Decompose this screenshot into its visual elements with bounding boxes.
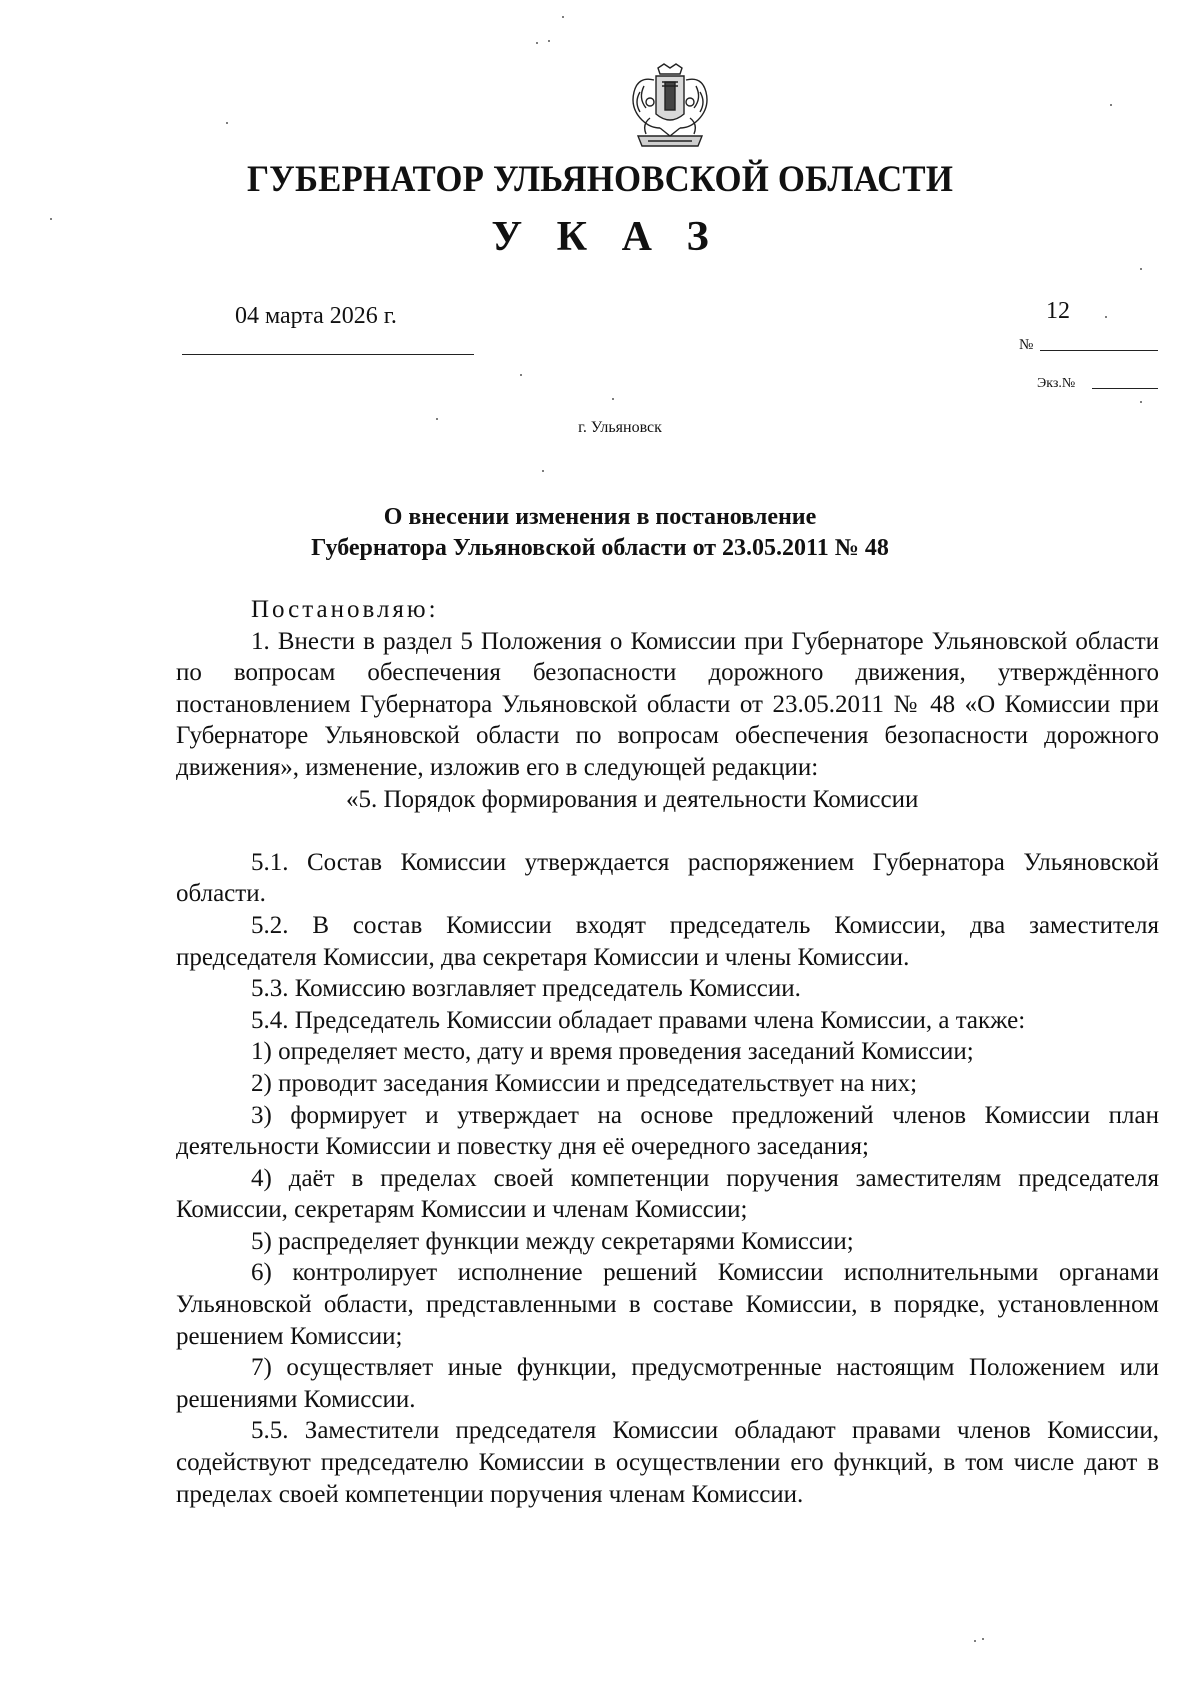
document-date: 04 марта 2026 г.: [235, 303, 397, 329]
copy-number-label: Экз.№: [1037, 376, 1076, 391]
title-line-1: О внесении изменения в постановление: [383, 504, 817, 530]
list-item: 2) проводит заседания Комиссии и председательствует на них;: [251, 1069, 918, 1097]
paragraph-5-4: 5.4. Председатель Комиссии обладает правами члена Комиссии, а также:: [251, 1006, 1026, 1034]
scan-speck: [436, 418, 438, 420]
list-item: 7) осуществляет иные функции, предусмотренные настоящим Положением или решениями Комиссии.: [176, 1354, 1159, 1413]
list-item: 4) даёт в пределах своей компетенции поручения заместителям председателя Комиссии, секретарям Комиссии и членам Комиссии;: [176, 1164, 1159, 1224]
paragraph-1: 1. Внести в раздел 5 Положения о Комиссии при Губернаторе Ульяновской области по вопросам обеспечения безопасности дорожного движения, утверждённого постановлением Губернатора Ульяновской области от 23.05.2011 № 48 «О Комиссии при Губернаторе Ульяновской области по вопросам обеспечения безопасности дорожного движения», изменение, изложив его в следующей редакции:: [176, 627, 1159, 781]
title-line-2: Губернатора Ульяновской области от 23.05.2011 № 48: [311, 535, 889, 561]
document-title: [0, 502, 1200, 564]
scan-speck: [1140, 401, 1142, 403]
list-item: 1) определяет место, дату и время проведения заседаний Комиссии;: [251, 1038, 974, 1066]
scan-speck: [548, 40, 550, 42]
scan-speck: [974, 1640, 976, 1642]
date-underline: [182, 354, 474, 355]
document-type-heading: У К А З: [491, 214, 721, 260]
paragraph-5-2: 5.2. В состав Комиссии входят председатель Комиссии, два заместителя председателя Комиссии, два секретаря Комиссии и члены Комиссии.: [176, 911, 1159, 971]
scan-speck: [520, 374, 522, 376]
document-body: [176, 594, 1159, 1510]
scan-speck: [982, 1638, 984, 1640]
number-label: №: [1019, 337, 1034, 353]
document-number: 12: [1046, 298, 1070, 324]
list-item: 3) формирует и утверждает на основе предложений членов Комиссии план деятельности Комиссии и повестку дня её очередного заседания;: [176, 1101, 1159, 1161]
scan-speck: [226, 122, 228, 124]
section-title: «5. Порядок формирования и деятельности Комиссии: [346, 785, 919, 813]
city: г. Ульяновск: [578, 419, 662, 436]
paragraph-5-1: 5.1. Состав Комиссии утверждается распоряжением Губернатора Ульяновской области.: [176, 848, 1159, 908]
paragraph-5-3: 5.3. Комиссию возглавляет председатель Комиссии.: [251, 975, 801, 1003]
scan-speck: [542, 470, 544, 472]
scan-speck: [1140, 268, 1142, 270]
coat-of-arms-icon: [620, 62, 720, 154]
scan-speck: [612, 398, 614, 400]
authority-heading: ГУБЕРНАТОР УЛЬЯНОВСКОЙ ОБЛАСТИ: [246, 159, 954, 200]
scan-speck: [1110, 104, 1112, 106]
paragraph-5-5: 5.5. Заместители председателя Комиссии обладают правами членов Комиссии, содействуют председателю Комиссии в осуществлении его функций, в том числе дают в пределах своей компетенции поручения членам Комиссии.: [176, 1417, 1159, 1508]
scan-speck: [536, 42, 538, 44]
scan-speck: [50, 218, 52, 220]
scan-speck: [562, 16, 564, 18]
scan-speck: [1105, 316, 1107, 318]
list-item: 6) контролирует исполнение решений Комиссии исполнительными органами Ульяновской области, представленными в составе Комиссии, в порядке, установленном решением Комиссии;: [176, 1259, 1159, 1350]
list-item: 5) распределяет функции между секретарями Комиссии;: [251, 1227, 854, 1255]
decree-word: Постановляю:: [251, 596, 439, 623]
copy-number-underline: [1092, 388, 1158, 389]
number-underline: [1040, 350, 1158, 351]
